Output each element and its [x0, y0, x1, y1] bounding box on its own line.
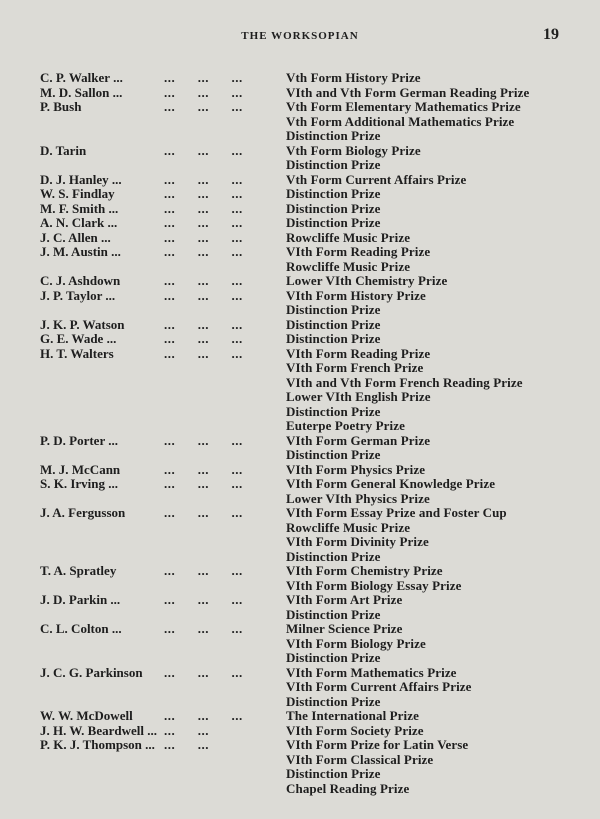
recipient-cell [0, 274, 286, 289]
recipient-name: J. P. Taylor ... [40, 287, 116, 303]
prize-list-cell [286, 100, 600, 144]
recipient-cell [0, 593, 286, 608]
page-number: 19 [543, 26, 559, 43]
leader-dots: ... ... ... [164, 476, 243, 491]
prize-entry [0, 434, 600, 463]
prize-name: VIth and Vth Form French Reading Prize [286, 374, 523, 390]
recipient-cell [0, 202, 286, 217]
prize-list-cell [286, 463, 600, 478]
prize-name: Lower VIth Chemistry Prize [286, 273, 448, 288]
recipient-name: C. L. Colton ... [40, 621, 122, 636]
recipient-name: C. P. Walker ... [40, 70, 123, 85]
prize-list-cell [286, 666, 600, 710]
prize-entry [0, 86, 600, 101]
prize-entry [0, 477, 600, 506]
recipient-cell [0, 434, 286, 449]
prize-name: VIth Form German Prize [286, 432, 431, 448]
recipient-name: P. D. Porter ... [40, 432, 118, 448]
prize-list-cell [286, 622, 600, 666]
prize-name: Distinction Prize [286, 766, 381, 781]
prize-name: VIth Form Prize for Latin Verse [286, 737, 469, 752]
prize-list-cell [286, 71, 600, 86]
recipient-name: D. J. Hanley ... [40, 171, 122, 187]
prize-name: Distinction Prize [286, 331, 381, 346]
prize-name: VIth Form Essay Prize and Foster Cup [286, 505, 507, 520]
prize-list-cell [286, 86, 600, 101]
recipient-name: M. F. Smith ... [40, 200, 119, 216]
prize-name: Distinction Prize [286, 316, 381, 332]
prize-list-cell [286, 245, 600, 274]
prize-list-cell [286, 231, 600, 246]
recipient-cell [0, 289, 286, 304]
prize-name: VIth Form Current Affairs Prize [286, 679, 472, 694]
prize-entry [0, 274, 600, 289]
prize-name: VIth Form Biology Essay Prize [286, 577, 462, 593]
prize-entry [0, 202, 600, 217]
recipient-cell [0, 463, 286, 478]
prize-entry [0, 289, 600, 318]
recipient-name: W. S. Findlay [40, 186, 115, 201]
leader-dots: ... ... ... [164, 229, 243, 245]
recipient-name: H. T. Walters [40, 345, 114, 361]
prize-entry [0, 564, 600, 593]
prize-entry [0, 216, 600, 231]
leader-dots: ... ... ... [164, 664, 243, 680]
recipient-cell [0, 738, 286, 753]
prize-name: VIth Form Chemistry Prize [286, 563, 443, 578]
recipient-cell [0, 724, 286, 739]
leader-dots: ... ... ... [164, 432, 243, 448]
prize-name: Chapel Reading Prize [286, 780, 410, 796]
recipient-name: J. A. Fergusson [40, 505, 126, 520]
prize-name: Vth Form Current Affairs Prize [286, 171, 467, 187]
leader-dots: ... ... ... [164, 345, 243, 361]
recipient-name: J. H. W. Beardwell ... [40, 722, 158, 738]
recipient-name: M. D. Sallon ... [40, 84, 123, 100]
prize-list-cell [286, 332, 600, 347]
running-header: THE WORKSOPIAN [241, 30, 359, 42]
leader-dots: ... ... [164, 722, 209, 738]
recipient-cell [0, 71, 286, 86]
prize-name: Distinction Prize [286, 200, 381, 216]
prize-entry [0, 593, 600, 622]
prize-entry [0, 738, 600, 796]
leader-dots: ... ... ... [164, 70, 243, 85]
prize-name: VIth Form Society Prize [286, 722, 424, 738]
prize-name: Rowcliffe Music Prize [286, 229, 411, 245]
prize-name: VIth Form History Prize [286, 287, 426, 303]
prize-list-cell [286, 274, 600, 289]
prize-list-cell [286, 144, 600, 173]
recipient-name: J. D. Parkin ... [40, 592, 121, 607]
prize-entry [0, 332, 600, 347]
recipient-name: J. C. Allen ... [40, 229, 111, 245]
recipient-cell [0, 318, 286, 333]
prize-name: Distinction Prize [286, 157, 381, 172]
prize-list-cell [286, 318, 600, 333]
prize-name: VIth Form Reading Prize [286, 244, 431, 259]
prize-entry [0, 173, 600, 188]
prize-entry [0, 318, 600, 333]
recipient-name: J. C. G. Parkinson [40, 664, 143, 680]
recipient-name: G. E. Wade ... [40, 331, 117, 346]
prize-entry [0, 709, 600, 724]
recipient-name: P. Bush [40, 99, 82, 114]
prize-list-cell [286, 216, 600, 231]
prize-entry [0, 463, 600, 478]
prize-name: Rowcliffe Music Prize [286, 258, 411, 274]
leader-dots: ... ... ... [164, 461, 243, 477]
prize-list-cell [286, 593, 600, 622]
prize-entry [0, 71, 600, 86]
prize-name: Lower VIth Physics Prize [286, 490, 430, 506]
recipient-name: T. A. Spratley [40, 563, 117, 578]
leader-dots: ... ... ... [164, 316, 243, 332]
prize-name: Distinction Prize [286, 186, 381, 201]
prize-name: VIth Form Mathematics Prize [286, 664, 457, 680]
recipient-cell [0, 245, 286, 260]
prize-name: Distinction Prize [286, 650, 381, 665]
prize-name: VIth Form General Knowledge Prize [286, 476, 496, 491]
recipient-name: C. J. Ashdown [40, 273, 121, 288]
prize-list-cell [286, 202, 600, 217]
prize-list [0, 71, 600, 796]
prize-name: VIth Form Divinity Prize [286, 534, 429, 549]
leader-dots: ... ... ... [164, 505, 243, 520]
prize-list-cell [286, 347, 600, 434]
prize-entry [0, 144, 600, 173]
prize-name: Distinction Prize [286, 693, 381, 709]
leader-dots: ... ... ... [164, 621, 243, 636]
prize-name: VIth Form French Prize [286, 360, 424, 375]
recipient-cell [0, 173, 286, 188]
recipient-cell [0, 347, 286, 362]
prize-name: Distinction Prize [286, 302, 381, 317]
leader-dots: ... ... ... [164, 563, 243, 578]
recipient-name: D. Tarin [40, 142, 87, 158]
leader-dots: ... ... ... [164, 215, 243, 230]
recipient-cell [0, 144, 286, 159]
prize-name: VIth Form Classical Prize [286, 751, 434, 767]
prize-name: Vth Form Elementary Mathematics Prize [286, 99, 521, 114]
prize-name: Distinction Prize [286, 447, 381, 462]
prize-list-cell [286, 173, 600, 188]
leader-dots: ... ... [164, 737, 209, 752]
prize-list-cell [286, 709, 600, 724]
prize-name: VIth Form Biology Prize [286, 635, 426, 651]
leader-dots: ... ... ... [164, 287, 243, 303]
leader-dots: ... ... ... [164, 592, 243, 607]
recipient-cell [0, 564, 286, 579]
recipient-cell [0, 477, 286, 492]
prize-name: Milner Science Prize [286, 621, 403, 636]
leader-dots: ... ... ... [164, 99, 243, 114]
prize-list-cell [286, 187, 600, 202]
prize-name: Vth Form Biology Prize [286, 142, 421, 158]
prize-list-cell [286, 564, 600, 593]
prize-list-cell [286, 738, 600, 796]
prize-entry [0, 231, 600, 246]
prize-list-cell [286, 724, 600, 739]
prize-name: Lower VIth English Prize [286, 389, 431, 404]
prize-list-cell [286, 477, 600, 506]
prize-entry [0, 506, 600, 564]
recipient-cell [0, 506, 286, 521]
recipient-cell [0, 622, 286, 637]
leader-dots: ... ... ... [164, 142, 243, 158]
leader-dots: ... ... ... [164, 186, 243, 201]
prize-name: Distinction Prize [286, 215, 381, 230]
prize-name: Distinction Prize [286, 403, 381, 419]
prize-name: Vth Form History Prize [286, 70, 421, 85]
prize-name: The International Prize [286, 708, 420, 723]
recipient-cell [0, 100, 286, 115]
prize-name: Distinction Prize [286, 548, 381, 564]
prize-name: Distinction Prize [286, 128, 381, 143]
recipient-cell [0, 332, 286, 347]
prize-entry [0, 622, 600, 666]
prize-name: VIth Form Art Prize [286, 592, 403, 607]
recipient-name: A. N. Clark ... [40, 215, 118, 230]
leader-dots: ... ... ... [164, 331, 243, 346]
prize-name: VIth Form Physics Prize [286, 461, 426, 477]
leader-dots: ... ... ... [164, 200, 243, 216]
prize-list-cell [286, 506, 600, 564]
recipient-cell [0, 231, 286, 246]
recipient-name: W. W. McDowell [40, 708, 133, 723]
prize-name: VIth Form Reading Prize [286, 345, 431, 361]
prize-name: VIth and Vth Form German Reading Prize [286, 84, 530, 100]
prize-entry [0, 100, 600, 144]
prize-entry [0, 187, 600, 202]
leader-dots: ... ... ... [164, 84, 243, 100]
recipient-name: P. K. J. Thompson ... [40, 737, 155, 752]
leader-dots: ... ... ... [164, 708, 243, 723]
recipient-cell [0, 86, 286, 101]
prize-name: Euterpe Poetry Prize [286, 418, 405, 433]
recipient-name: J. M. Austin ... [40, 244, 121, 259]
leader-dots: ... ... ... [164, 244, 243, 259]
leader-dots: ... ... ... [164, 273, 243, 288]
recipient-name: J. K. P. Watson [40, 316, 125, 332]
prize-entry [0, 666, 600, 710]
prize-name: Rowcliffe Music Prize [286, 519, 411, 535]
prize-list-cell [286, 434, 600, 463]
recipient-cell [0, 187, 286, 202]
prize-entry [0, 347, 600, 434]
prize-list-cell [286, 289, 600, 318]
leader-dots: ... ... ... [164, 171, 243, 187]
prize-name: Distinction Prize [286, 606, 381, 622]
recipient-cell [0, 709, 286, 724]
recipient-name: S. K. Irving ... [40, 476, 119, 491]
recipient-cell [0, 216, 286, 231]
recipient-name: M. J. McCann [40, 461, 121, 477]
prize-entry [0, 724, 600, 739]
prize-name: Vth Form Additional Mathematics Prize [286, 113, 515, 129]
prize-entry [0, 245, 600, 274]
recipient-cell [0, 666, 286, 681]
